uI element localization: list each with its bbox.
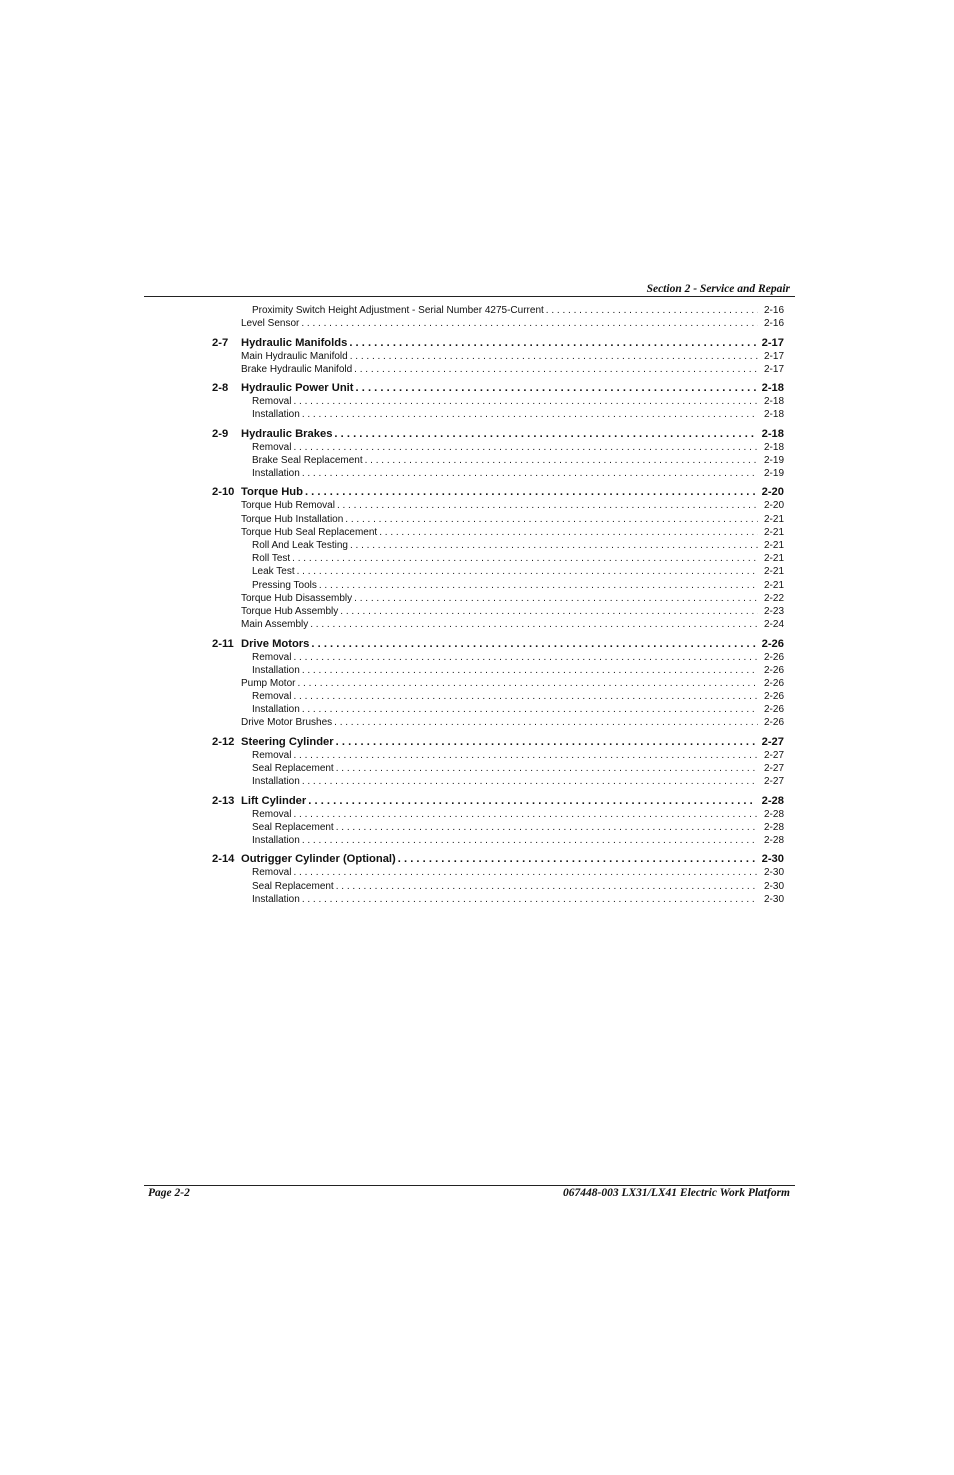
dot-leader (297, 677, 758, 690)
toc-entry-title: Main Assembly (241, 619, 309, 631)
toc-entry-title: Roll And Leak Testing (252, 540, 348, 551)
toc-page-number: 2-21 (763, 566, 784, 578)
toc-entry[interactable] (0, 618, 954, 631)
toc-entry-title: Pressing Tools (252, 579, 317, 591)
dot-leader (319, 579, 758, 592)
toc-section-number: 2-13 (212, 794, 235, 807)
toc-page-number: 2-19 (763, 454, 784, 466)
dot-leader (293, 441, 758, 454)
toc-entry[interactable] (0, 408, 954, 421)
dot-leader (293, 690, 758, 703)
toc-page-number: 2-23 (763, 605, 784, 617)
toc-page-number: 2-30 (763, 867, 784, 879)
toc-entry-title: Steering Cylinder (241, 735, 334, 748)
dot-leader (293, 395, 758, 408)
toc-section-number: 2-7 (212, 336, 229, 349)
dot-leader (337, 499, 758, 512)
toc-section-number: 2-11 (212, 637, 234, 650)
toc-page-number: 2-21 (763, 540, 784, 551)
toc-entry-title: Installation (252, 776, 300, 788)
toc-page-number: 2-30 (761, 853, 784, 866)
page-number: Page 2-2 (148, 1187, 190, 1199)
toc-page-number: 2-28 (763, 834, 784, 846)
toc-page-number: 2-21 (763, 513, 784, 525)
toc-entry-title: Installation (252, 664, 300, 676)
toc-page-number: 2-28 (763, 808, 784, 820)
toc-entry-title: Removal (252, 691, 292, 703)
dot-leader (302, 664, 758, 677)
dot-leader (345, 513, 758, 526)
dot-leader (354, 363, 758, 376)
toc-page-number: 2-18 (763, 396, 784, 408)
toc-entry-title: Proximity Switch Height Adjustment - Serial Number 4275-Current (252, 305, 544, 316)
toc-page-number: 2-26 (763, 677, 784, 689)
toc-page-number: 2-19 (763, 468, 784, 480)
toc-entry[interactable] (0, 565, 954, 578)
toc-entry-title: Lift Cylinder (241, 794, 307, 807)
toc-entry[interactable] (0, 579, 954, 592)
toc-entry-title: Brake Seal Replacement (252, 454, 363, 466)
toc-entry[interactable] (0, 427, 954, 441)
toc-page-number: 2-27 (763, 763, 784, 774)
dot-leader (350, 350, 758, 363)
toc-page-number: 2-20 (763, 500, 784, 512)
toc-page-number: 2-27 (763, 776, 784, 788)
toc-entry[interactable] (0, 821, 954, 834)
toc-page-number: 2-17 (763, 350, 784, 362)
toc-entry-title: Installation (252, 834, 300, 846)
toc-entry[interactable] (0, 552, 954, 565)
toc-entry-title: Main Hydraulic Manifold (241, 350, 348, 362)
toc-entry[interactable] (0, 637, 954, 651)
toc-page-number: 2-21 (763, 526, 784, 538)
toc-entry[interactable] (0, 775, 954, 788)
toc-entry[interactable] (0, 762, 954, 775)
toc-entry[interactable] (0, 794, 954, 808)
toc-page-number: 2-26 (763, 651, 784, 663)
toc-entry[interactable] (0, 454, 954, 467)
toc-entry-title: Drive Motor Brushes (241, 717, 333, 729)
toc-section-number: 2-12 (212, 735, 235, 748)
dot-leader (336, 735, 756, 749)
toc-entry-title: Torque Hub Seal Replacement (241, 526, 378, 538)
toc-entry[interactable] (0, 592, 954, 605)
dot-leader (292, 552, 758, 565)
toc-entry[interactable] (0, 664, 954, 677)
toc-page-number: 2-30 (763, 893, 784, 905)
toc-page-number: 2-16 (763, 318, 784, 330)
dot-leader (336, 762, 758, 775)
toc-entry-title: Installation (252, 468, 300, 480)
toc-page-number: 2-22 (763, 592, 784, 604)
toc-page-number: 2-27 (761, 735, 784, 748)
footer-rule (144, 1185, 795, 1186)
toc-entry-title: Removal (252, 441, 292, 453)
toc-page-number: 2-24 (763, 619, 784, 631)
toc-entry[interactable] (0, 350, 954, 363)
toc-entry[interactable] (0, 735, 954, 749)
toc-entry[interactable] (0, 304, 954, 317)
toc-entry[interactable] (0, 677, 954, 690)
toc-entry-title: Brake Hydraulic Manifold (241, 363, 353, 375)
toc-entry-title: Leak Test (252, 566, 295, 578)
dot-leader (349, 336, 755, 350)
dot-leader (334, 716, 758, 729)
toc-section-number: 2-14 (212, 853, 235, 866)
toc-page-number: 2-21 (763, 553, 784, 565)
dot-leader (305, 485, 756, 499)
dot-leader (350, 539, 758, 552)
toc-entry[interactable] (0, 880, 954, 893)
dot-leader (334, 427, 755, 441)
toc-entry-title: Seal Replacement (252, 821, 334, 833)
toc-entry-title: Pump Motor (241, 677, 296, 689)
dot-leader (301, 317, 758, 330)
dot-leader (336, 821, 758, 834)
toc-entry[interactable] (0, 539, 954, 552)
toc-entry[interactable] (0, 526, 954, 539)
toc-entry-title: Removal (252, 867, 292, 879)
dot-leader (302, 467, 758, 480)
toc-entry-title: Seal Replacement (252, 880, 334, 892)
toc-entry-title: Hydraulic Manifolds (241, 336, 348, 349)
toc-entry-title: Roll Test (252, 553, 291, 565)
toc-entry-title: Hydraulic Power Unit (241, 382, 354, 395)
header-rule (144, 296, 795, 297)
toc-page-number: 2-18 (763, 441, 784, 453)
toc-entry-title: Torque Hub (241, 486, 303, 499)
table-of-contents (0, 304, 954, 906)
toc-entry-title: Removal (252, 651, 292, 663)
toc-page-number: 2-18 (761, 382, 784, 395)
toc-entry[interactable] (0, 651, 954, 664)
dot-leader (310, 618, 758, 631)
toc-entry-title: Seal Replacement (252, 763, 334, 774)
dot-leader (302, 834, 758, 847)
toc-entry[interactable] (0, 834, 954, 847)
toc-entry[interactable] (0, 749, 954, 762)
toc-entry-title: Installation (252, 704, 300, 716)
toc-entry[interactable] (0, 605, 954, 618)
toc-entry[interactable] (0, 467, 954, 480)
dot-leader (302, 703, 758, 716)
toc-page-number: 2-28 (763, 821, 784, 833)
toc-entry[interactable] (0, 513, 954, 526)
toc-entry[interactable] (0, 703, 954, 716)
toc-entry-title: Torque Hub Installation (241, 513, 344, 525)
dot-leader (302, 408, 758, 421)
toc-entry[interactable] (0, 808, 954, 821)
dot-leader (293, 651, 758, 664)
dot-leader (354, 592, 758, 605)
toc-page-number: 2-18 (763, 409, 784, 421)
toc-entry-title: Installation (252, 409, 300, 421)
toc-section-number: 2-10 (212, 486, 235, 499)
toc-page-number: 2-26 (763, 664, 784, 676)
toc-entry-title: Removal (252, 396, 292, 408)
toc-entry-title: Level Sensor (241, 318, 300, 330)
toc-entry-title: Hydraulic Brakes (241, 427, 333, 440)
dot-leader (308, 794, 755, 808)
toc-entry[interactable] (0, 317, 954, 330)
dot-leader (356, 381, 756, 395)
toc-page-number: 2-30 (763, 880, 784, 892)
toc-entry[interactable] (0, 441, 954, 454)
toc-entry[interactable] (0, 336, 954, 350)
dot-leader (379, 526, 758, 539)
toc-entry-title: Torque Hub Removal (241, 500, 335, 512)
dot-leader (293, 749, 758, 762)
dot-leader (297, 565, 758, 578)
toc-section-number: 2-9 (212, 427, 229, 440)
toc-page-number: 2-26 (763, 717, 784, 729)
toc-entry[interactable] (0, 716, 954, 729)
dot-leader (340, 605, 758, 618)
dot-leader (336, 880, 758, 893)
document-title: 067448-003 LX31/LX41 Electric Work Platform (562, 1187, 790, 1199)
toc-page-number: 2-27 (763, 749, 784, 761)
toc-entry[interactable] (0, 485, 954, 499)
toc-entry-title: Drive Motors (241, 637, 310, 650)
toc-entry-title: Torque Hub Assembly (241, 605, 339, 617)
toc-entry[interactable] (0, 690, 954, 703)
toc-entry[interactable] (0, 852, 954, 866)
toc-page-number: 2-26 (763, 704, 784, 716)
toc-entry-title: Torque Hub Disassembly (241, 592, 353, 604)
toc-entry-title: Removal (252, 808, 292, 820)
dot-leader (398, 852, 756, 866)
toc-page-number: 2-26 (763, 691, 784, 703)
dot-leader (302, 775, 758, 788)
toc-page-number: 2-28 (761, 794, 784, 807)
toc-page-number: 2-21 (763, 579, 784, 591)
toc-entry[interactable] (0, 866, 954, 879)
toc-entry-title: Installation (252, 893, 300, 905)
dot-leader (546, 304, 758, 317)
toc-page-number: 2-16 (763, 305, 784, 316)
toc-entry[interactable] (0, 381, 954, 395)
dot-leader (365, 454, 758, 467)
toc-entry-title: Removal (252, 749, 292, 761)
toc-page-number: 2-18 (761, 427, 784, 440)
dot-leader (293, 808, 758, 821)
toc-page-number: 2-20 (761, 486, 784, 499)
toc-entry[interactable] (0, 499, 954, 512)
toc-entry[interactable] (0, 893, 954, 906)
toc-entry[interactable] (0, 395, 954, 408)
toc-section-number: 2-8 (212, 382, 229, 395)
running-header: Section 2 - Service and Repair (646, 283, 790, 295)
toc-page-number: 2-17 (763, 363, 784, 375)
toc-page-number: 2-26 (761, 637, 784, 650)
toc-entry-title: Outrigger Cylinder (Optional) (241, 853, 396, 866)
dot-leader (293, 866, 758, 879)
dot-leader (302, 893, 758, 906)
toc-page-number: 2-17 (761, 336, 784, 349)
dot-leader (311, 637, 755, 651)
toc-entry[interactable] (0, 363, 954, 376)
